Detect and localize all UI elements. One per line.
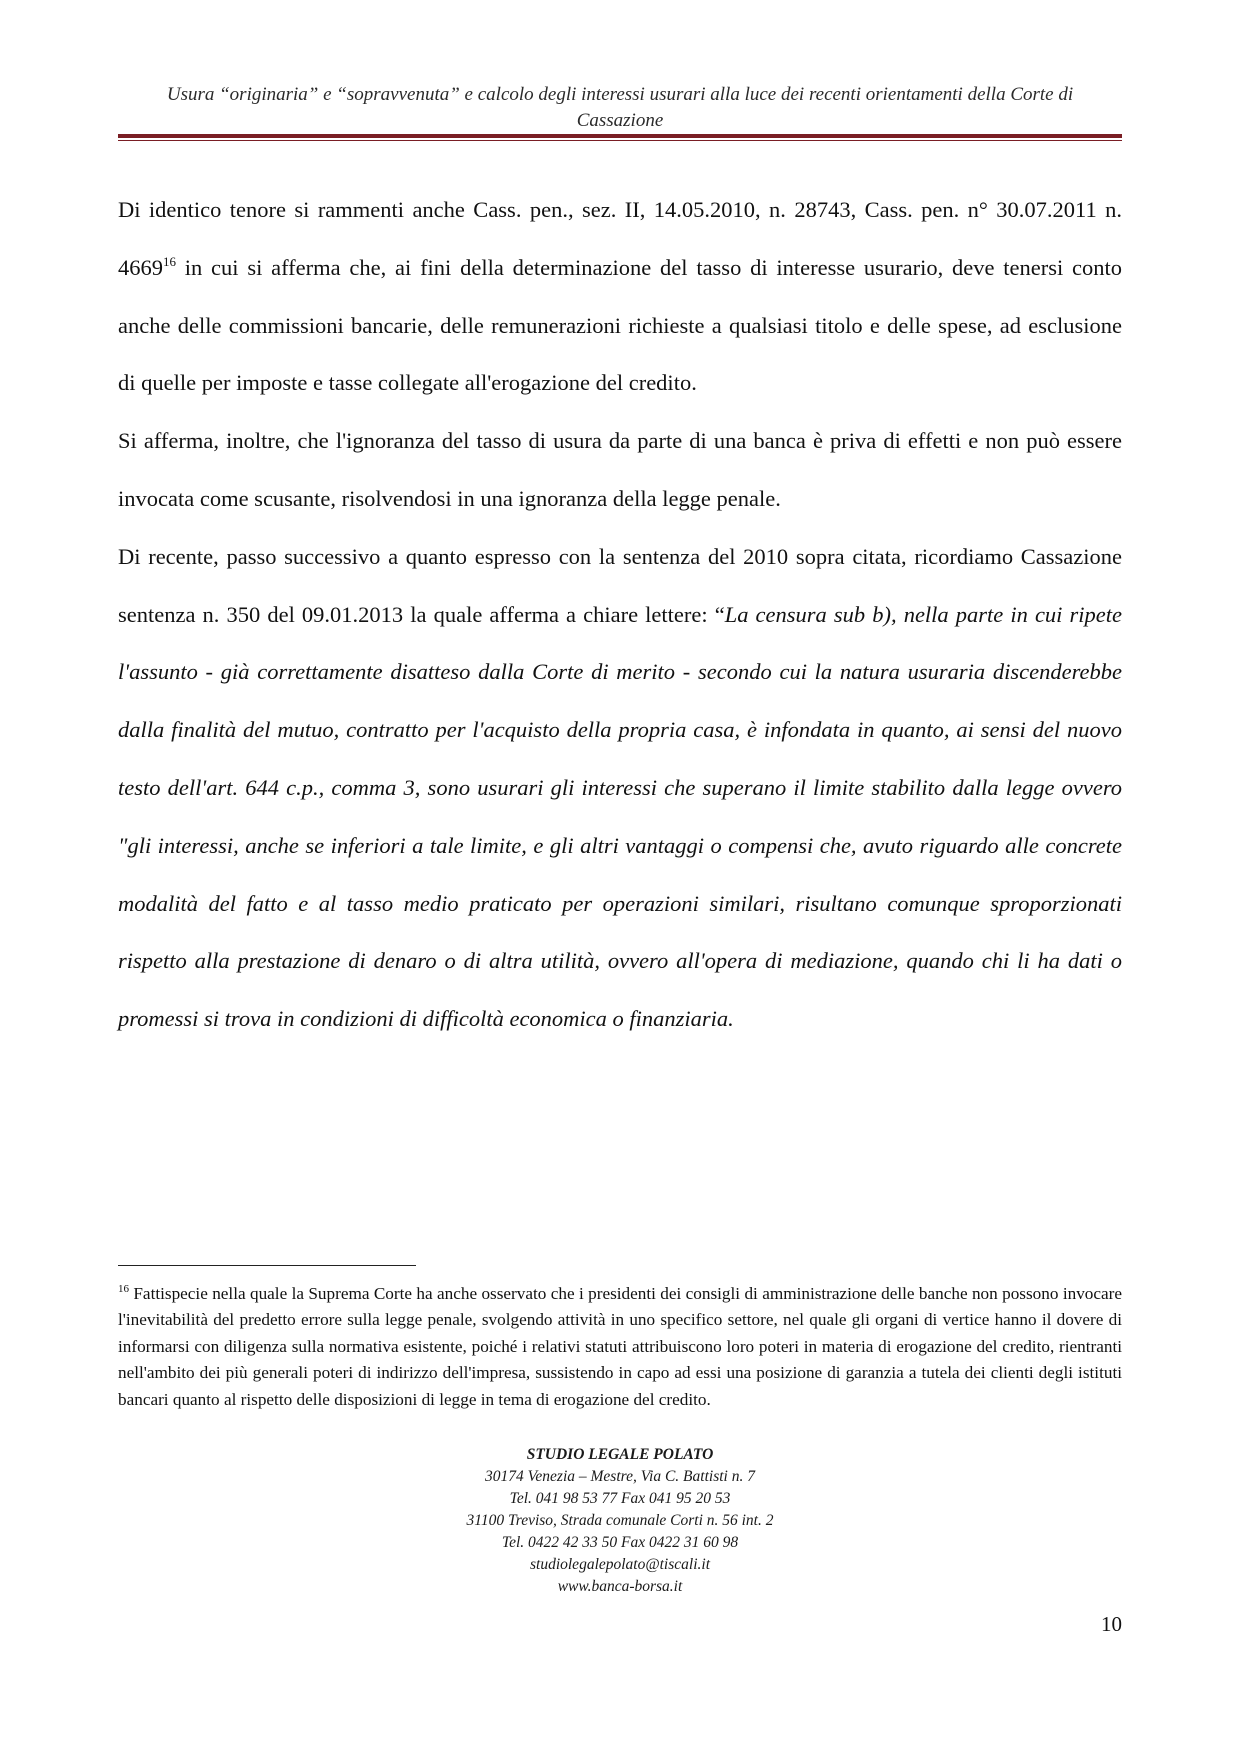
- treviso-phone: Tel. 0422 42 33 50 Fax 0422 31 60 98: [501, 1534, 739, 1551]
- paragraph-3-intro: Di recente, passo successivo a quanto espresso con la sentenza del 2010 sopra citata, ricordiamo Cassazione sentenza n. 350 del 09.01.2013 la quale afferma a chiare lettere: “: [118, 543, 1122, 627]
- venezia-address: 30174 Venezia – Mestre, Via C. Battisti n. 7: [485, 1468, 755, 1485]
- footnote-separator: [118, 1265, 416, 1266]
- header-title-line-1: Usura “originaria” e “sopravvenuta” e calcolo degli interessi usurari alla luce dei recenti orientamenti della Corte di: [166, 84, 1074, 105]
- venezia-phone: Tel. 041 98 53 77 Fax 041 95 20 53: [509, 1490, 731, 1507]
- footnote-number: 16: [118, 1283, 129, 1295]
- footnote-reference[interactable]: 16: [163, 253, 176, 269]
- header-title-line-2: Cassazione: [576, 110, 664, 131]
- header-rule-thick: [118, 134, 1122, 138]
- quoted-ruling: La censura sub b), nella parte in cui ripete l'assunto - già correttamente disatteso dalla Corte di merito - secondo cui la natura usuraria discenderebbe dalla finalità del mutuo, contratto per l'acquisto della propria casa, è infondata in quanto, ai sensi del nuovo testo dell'art. 644 c.p., comma 3, sono usurari gli interessi che superano il limite stabilito dalla legge ovvero "gli interessi, anche se inferiori a tale limite, e gli altri vantaggi o compensi che, avuto riguardo alle concrete modalità del fatto e al tasso medio praticato per operazioni similari, risultano comunque sproporzionati rispetto alla prestazione di denaro o di altra utilità, ovvero all'opera di mediazione, quando chi li ha dati o promessi si trova in condizioni di difficoltà economica o finanziaria.: [118, 601, 1123, 1032]
- page-number: 10: [1101, 1612, 1122, 1636]
- email-address: studiolegalepolato@tiscali.it: [529, 1556, 710, 1573]
- paragraph-2: Si afferma, inoltre, che l'ignoranza del tasso di usura da parte di una banca è priva di effetti e non può essere invocata come scusante, risolvendosi in una ignoranza della legge penale.: [118, 428, 1122, 511]
- footnote-text: Fattispecie nella quale la Suprema Corte ha anche osservato che i presidenti dei consigli di amministrazione delle banche non possono invocare l'inevitabilità del predetto errore sulla legge penale, svolgendo attività in uno specifico settore, nel quale gli organi di vertice hanno il dovere di informarsi con diligenza sulla normativa esistente, poiché i relativi statuti attribuiscono loro poteri in materia di erogazione del credito, rientranti nell'ambito dei più generali poteri di indirizzo dell'impresa, sussistendo in capo ad essi una posizione di garanzia a tutela dei clienti degli istituti bancari quanto al rispetto delle disposizioni di legge in tema di erogazione del credito.: [118, 1284, 1122, 1409]
- paragraph-1-continuation: in cui si afferma che, ai fini della determinazione del tasso di interesse usurario, deve tenersi conto anche delle commissioni bancarie, delle remunerazioni richieste a qualsiasi titolo e delle spese, ad esclusione di quelle per imposte e tasse collegate all'erogazione del credito.: [118, 254, 1122, 396]
- website-link: www.banca-borsa.it: [557, 1578, 683, 1595]
- paragraph-3: [118, 528, 1122, 1048]
- footnote: [118, 1281, 1122, 1413]
- main-body: [118, 181, 1122, 1048]
- paragraph-1: [118, 181, 1122, 412]
- page-footer: [118, 1444, 1122, 1598]
- firm-name: STUDIO LEGALE POLATO: [526, 1446, 714, 1463]
- running-header: [118, 82, 1122, 134]
- paragraph-1-text: Di identico tenore si rammenti anche Cass. pen., sez. II, 14.05.2010, n. 28743, Cass. pen. n° 30.07.2011 n. 4669: [118, 197, 1122, 280]
- treviso-address: 31100 Treviso, Strada comunale Corti n. 56 int. 2: [466, 1512, 774, 1529]
- header-rule-thin: [118, 140, 1122, 141]
